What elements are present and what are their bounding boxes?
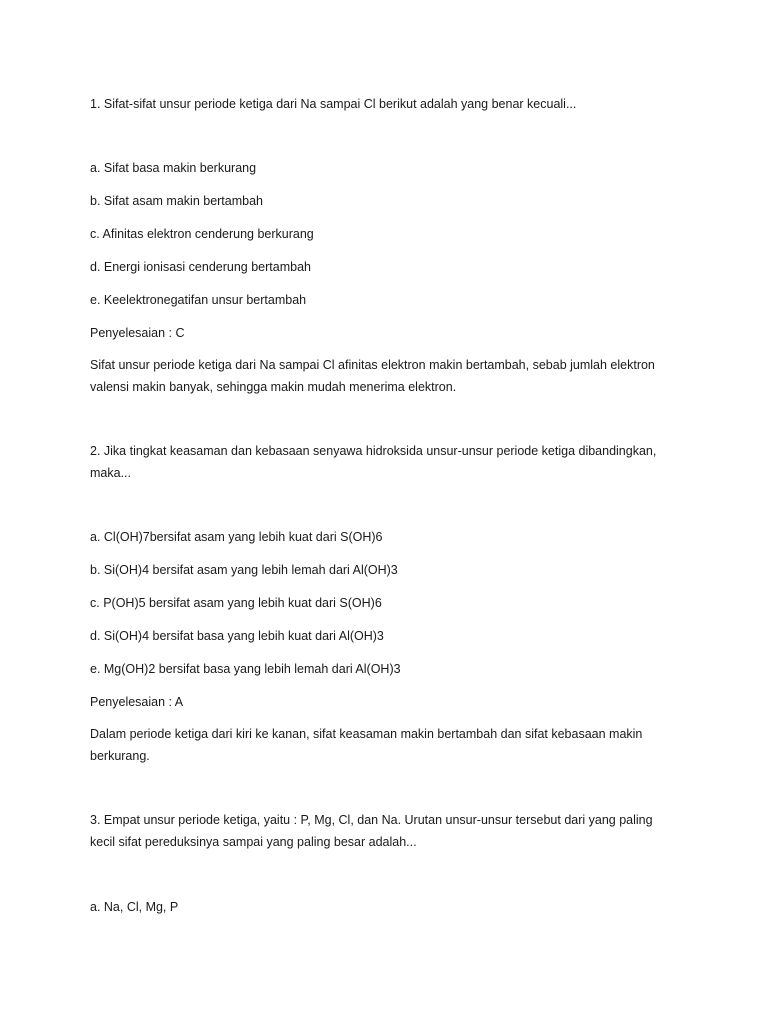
question-2-explanation: Dalam periode ketiga dari kiri ke kanan, sifat keasaman makin bertambah dan sifat kebasaan makin berkurang. — [90, 727, 643, 763]
question-1-text: 1. Sifat-sifat unsur periode ketiga dari Na sampai Cl berikut adalah yang benar kecuali... — [90, 97, 577, 111]
question-2-option-e: e. Mg(OH)2 bersifat basa yang lebih lemah dari Al(OH)3 — [90, 662, 401, 676]
question-3-text: 3. Empat unsur periode ketiga, yaitu : P, Mg, Cl, dan Na. Urutan unsur-unsur tersebut dari yang paling kecil sifat pereduksinya sampai yang paling besar adalah... — [90, 813, 653, 849]
question-2-option-b: b. Si(OH)4 bersifat asam yang lebih lemah dari Al(OH)3 — [90, 563, 398, 577]
question-2-text: 2. Jika tingkat keasaman dan kebasaan senyawa hidroksida unsur-unsur periode ketiga dibandingkan, maka... — [90, 444, 657, 480]
question-1-option-c: c. Afinitas elektron cenderung berkurang — [90, 227, 314, 241]
question-1-answer: Penyelesaian : C — [90, 326, 185, 340]
question-2-option-d: d. Si(OH)4 bersifat basa yang lebih kuat dari Al(OH)3 — [90, 629, 384, 643]
question-1-explanation: Sifat unsur periode ketiga dari Na sampai Cl afinitas elektron makin bertambah, sebab jumlah elektron valensi makin banyak, sehingga makin mudah menerima elektron. — [90, 358, 655, 394]
question-2-option-a: a. Cl(OH)7bersifat asam yang lebih kuat dari S(OH)6 — [90, 530, 383, 544]
question-3-option-a: a. Na, Cl, Mg, P — [90, 900, 179, 914]
question-1-option-e: e. Keelektronegatifan unsur bertambah — [90, 293, 307, 307]
question-1-option-d: d. Energi ionisasi cenderung bertambah — [90, 260, 311, 274]
question-1-option-a: a. Sifat basa makin berkurang — [90, 161, 257, 175]
question-2-answer: Penyelesaian : A — [90, 695, 184, 709]
question-2-option-c: c. P(OH)5 bersifat asam yang lebih kuat dari S(OH)6 — [90, 596, 382, 610]
question-1-option-b: b. Sifat asam makin bertambah — [90, 194, 263, 208]
